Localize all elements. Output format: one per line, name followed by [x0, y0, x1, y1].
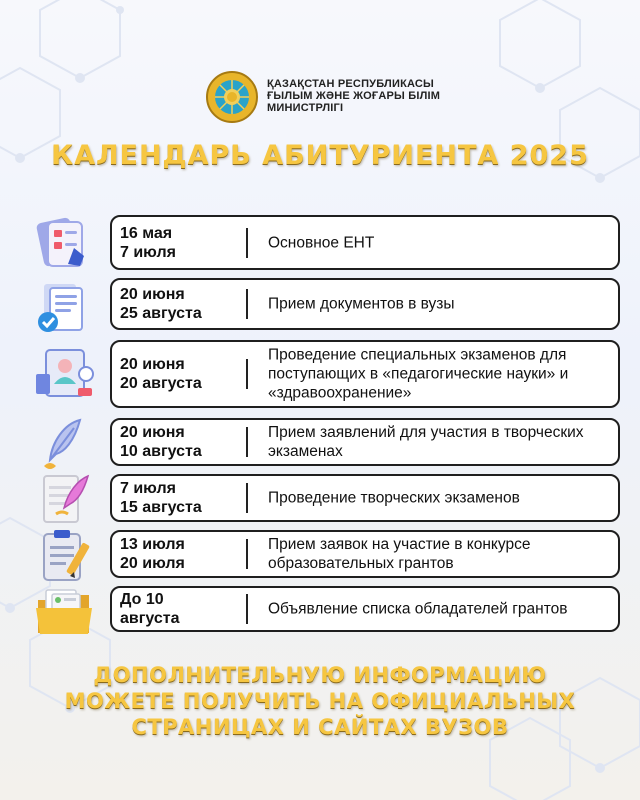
- divider: [246, 539, 248, 569]
- folder-icon: [34, 580, 96, 642]
- date-start: 20 июня: [120, 424, 185, 441]
- row-description: Прием документов в вузы: [268, 295, 455, 313]
- checklist-icon: [34, 212, 96, 274]
- row-date: [120, 423, 202, 461]
- date-start: 13 июля: [120, 536, 185, 553]
- row-date: [120, 285, 202, 323]
- date-end: 10 августа: [120, 443, 202, 460]
- row-description: Прием заявлений для участия в творческих экзаменах: [268, 424, 584, 460]
- row-date: [120, 479, 202, 517]
- divider: [246, 594, 248, 624]
- calendar-row: [110, 530, 620, 578]
- date-start: 20 июня: [120, 356, 185, 373]
- row-date: [120, 355, 202, 393]
- row-description: Проведение специальных экзаменов для поступающих в «педагогические науки» и «здравоохранение»: [268, 346, 569, 402]
- page-title: КАЛЕНДАРЬ АБИТУРИЕНТА 2025: [51, 140, 589, 171]
- kazakhstan-emblem-icon: [205, 70, 259, 124]
- date-end: августа: [120, 610, 180, 627]
- row-description: Основное ЕНТ: [268, 234, 375, 251]
- date-start: 7 июля: [120, 480, 176, 497]
- divider: [246, 359, 248, 389]
- footer-line-3: СТРАНИЦАХ И САЙТАХ ВУЗОВ: [131, 715, 509, 739]
- date-end: 20 августа: [120, 375, 202, 392]
- calendar-row: [110, 586, 620, 632]
- calendar-row: [110, 215, 620, 270]
- quill-icon: [34, 414, 96, 476]
- divider: [246, 289, 248, 319]
- row-date: [120, 535, 185, 573]
- ministry-line-2: ҒЫЛЫМ ЖӘНЕ ЖОҒАРЫ БІЛІМ: [267, 90, 441, 102]
- ministry-name: [267, 78, 440, 114]
- date-end: 25 августа: [120, 305, 202, 322]
- footer-line-2: МОЖЕТЕ ПОЛУЧИТЬ НА ОФИЦИАЛЬНЫХ: [64, 689, 576, 713]
- row-description: Объявление списка обладателей грантов: [268, 600, 568, 618]
- row-date: [120, 224, 176, 262]
- ministry-line-3: МИНИСТРЛІГІ: [267, 102, 344, 114]
- date-start: 16 мая: [120, 224, 173, 242]
- date-start: 20 июня: [120, 286, 185, 303]
- paper-quill-icon: [34, 468, 96, 530]
- divider: [246, 483, 248, 513]
- calendar-row: [110, 418, 620, 466]
- calendar-row: [110, 474, 620, 522]
- medical-exam-icon: [34, 344, 96, 406]
- row-description: Прием заявок на участие в конкурсе образовательных грантов: [268, 536, 531, 572]
- ministry-header: [205, 70, 465, 126]
- date-start: До 10: [120, 591, 164, 608]
- ministry-line-1: ҚАЗАҚСТАН РЕСПУБЛИКАСЫ: [267, 78, 434, 90]
- date-end: 20 июля: [120, 555, 185, 572]
- footer-note: [0, 662, 640, 740]
- divider: [246, 427, 248, 457]
- calendar-row: [110, 278, 620, 330]
- documents-icon: [34, 278, 96, 340]
- footer-line-1: ДОПОЛНИТЕЛЬНУЮ ИНФОРМАЦИЮ: [93, 663, 547, 687]
- divider: [246, 228, 248, 258]
- row-date: [120, 590, 180, 628]
- calendar-row: [110, 340, 620, 408]
- date-end: 15 августа: [120, 499, 202, 516]
- clipboard-icon: [34, 524, 96, 586]
- date-end: 7 июля: [120, 243, 176, 261]
- row-description: Проведение творческих экзаменов: [268, 489, 520, 507]
